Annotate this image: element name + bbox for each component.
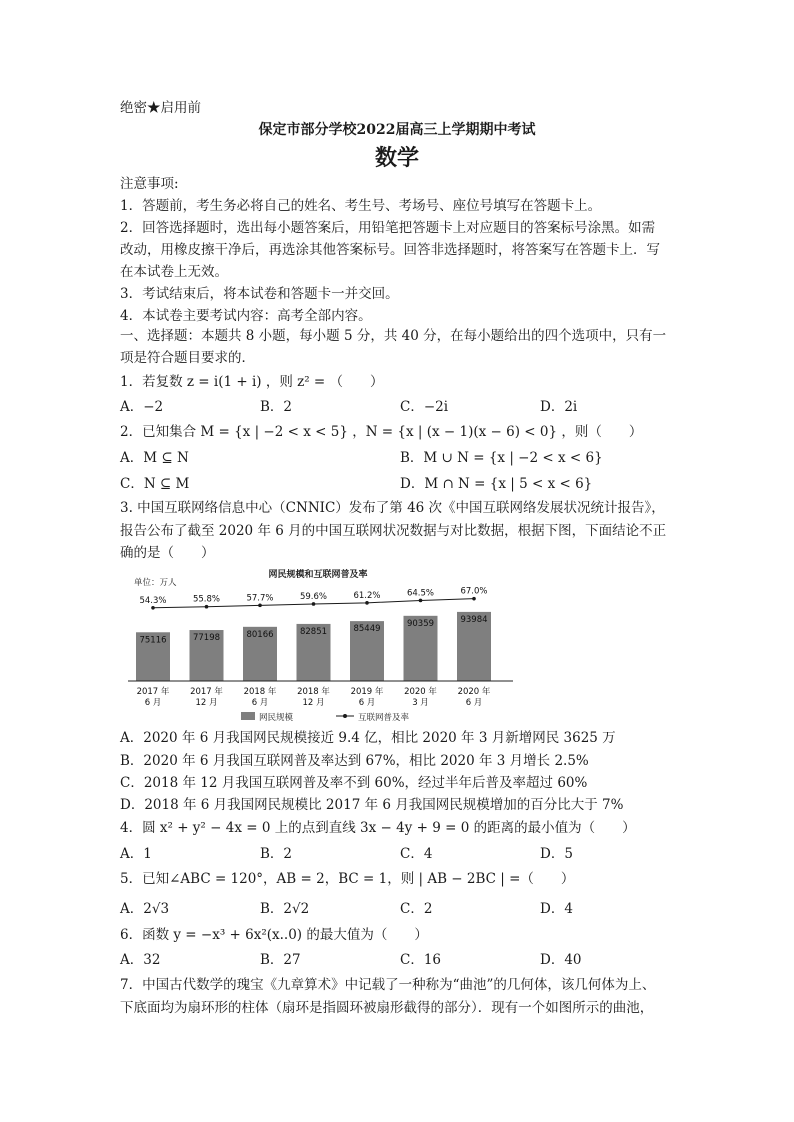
q3-option-a: A．2020 年 6 月我国网民规模接近 9.4 亿，相比 2020 年 3 月新增网民 3625 万 [120,730,616,746]
note-2: 2．回答选择题时，选出每小题答案后，用铅笔把答题卡上对应题目的答案标号涂黑。如需 [120,220,656,236]
q6-option-c: C．16 [400,952,442,968]
q5-option-c: C．2 [400,901,433,917]
legend-bar-swatch [241,712,255,720]
bar-label-3: 82851 [299,626,328,637]
bar-label-5: 90359 [406,618,435,629]
rate-label-4: 61.2% [353,590,381,601]
q2-option-c: C．N ⊆ M [120,476,190,492]
q3-line2: 报告公布了截至 2020 年 6 月的中国互联网状况数据与对比数据，根据下图，下面结论不正 [120,523,667,539]
chart-unit-label: 单位：万人 [134,578,177,588]
q1-option-a: A．−2 [120,399,164,415]
section1-line2: 项是符合题目要求的． [120,350,255,366]
q3-line3: 确的是（ ） [120,545,215,561]
q2-option-b: B．M ∪ N = {x | −2 < x < 6} [400,450,603,466]
chart-title: 网民规模和互联网普及率 [268,570,368,580]
q7-line1: 7．中国古代数学的瑰宝《九章算术》中记载了一种称为“曲池”的几何体，该几何体为上、 [120,977,656,993]
rate-point-6 [472,597,476,601]
q3-option-b: B．2020 年 6 月我国互联网普及率达到 67%，相比 2020 年 3 月增长 2.5% [120,753,589,769]
internet-users-chart [118,566,518,726]
rate-label-2: 57.7% [246,593,274,604]
secret-label: 绝密★启用前 [120,100,201,116]
q4-option-a: A．1 [120,846,152,862]
q6-option-a: A．32 [120,952,161,968]
q6-option-d: D．40 [540,952,582,968]
q4-option-b: B．2 [260,846,293,862]
rate-label-0: 54.3% [139,595,167,606]
section1-line1: 一、选择题：本题共 8 小题，每小题 5 分，共 40 分，在每小题给出的四个选项中，只有一 [120,328,667,344]
rate-label-5: 64.5% [406,588,435,599]
q6-stem: 6．函数 y = −x³ + 6x²(x..0) 的最大值为（ ） [120,927,428,943]
note-3: 3．考试结束后，将本试卷和答题卡一并交回。 [120,286,399,302]
q1-option-d: D．2i [540,399,578,415]
x-tick-year-6: 2020 年 [457,687,491,697]
bar-label-6: 93984 [460,614,488,625]
q5-option-b: B．2√2 [260,901,310,917]
x-tick-month-3: 12 月 [302,698,325,708]
x-tick-year-5: 2020 年 [404,687,437,697]
x-tick-year-2: 2018 年 [243,687,277,697]
rate-point-1 [205,605,209,609]
q4-option-d: D．5 [540,846,573,862]
q1-option-b: B．2 [260,399,293,415]
note-2-cont: 改动，用橡皮擦干净后，再选涂其他答案标号。回答非选择题时，将答案写在答题卡上．写 [120,242,660,258]
legend-line-label: 互联网普及率 [358,713,410,723]
bar-label-0: 75116 [139,635,167,646]
rate-point-4 [365,601,369,605]
rate-point-0 [151,606,155,610]
subject-title: 数学 [374,145,419,171]
x-tick-month-2: 6 月 [251,698,269,708]
x-tick-month-6: 6 月 [465,698,483,708]
note-2-end: 在本试卷上无效。 [120,264,228,280]
rate-point-2 [258,604,262,608]
x-tick-month-4: 6 月 [358,698,376,708]
q6-option-b: B．27 [260,952,301,968]
legend-line-marker [343,714,347,718]
legend-bar-label: 网民规模 [259,713,294,723]
notes-heading: 注意事项: [120,176,179,192]
q2-option-d: D．M ∩ N = {x | 5 < x < 6} [400,476,593,492]
bar-label-1: 77198 [192,633,221,644]
q3-line1: 3. 中国互联网络信息中心（CNNIC）发布了第 46 次《中国互联网络发展状况统计报告》， [120,500,665,516]
q4-stem: 4．圆 x² + y² − 4x = 0 上的点到直线 3x − 4y + 9 = 0 的距离的最小值为（ ） [120,820,636,836]
x-tick-year-0: 2017 年 [136,687,170,697]
x-tick-month-5: 3 月 [412,698,429,708]
rate-label-1: 55.8% [192,594,221,605]
q1-stem: 1．若复数 z = i(1 + i) ，则 z² = （ ） [120,374,384,390]
x-tick-year-4: 2019 年 [350,687,384,697]
x-tick-month-1: 12 月 [195,698,218,708]
q4-option-c: C．4 [400,846,433,862]
rate-label-6: 67.0% [460,586,488,597]
x-tick-year-3: 2018 年 [297,687,330,697]
q1-option-c: C．−2i [400,399,449,415]
rate-point-3 [312,602,316,606]
rate-label-3: 59.6% [299,591,328,602]
x-tick-month-0: 6 月 [144,698,162,708]
exam-title: 保定市部分学校2022届高三上学期期中考试 [258,122,536,138]
x-tick-year-1: 2017 年 [190,687,223,697]
bar-label-2: 80166 [246,629,274,640]
q3-option-c: C．2018 年 12 月我国互联网普及率不到 60%，经过半年后普及率超过 60% [120,775,588,791]
q3-option-d: D．2018 年 6 月我国网民规模比 2017 年 6 月我国网民规模增加的百分比大于 7% [120,797,624,813]
note-4: 4．本试卷主要考试内容：高考全部内容。 [120,308,372,324]
q5-stem: 5．已知∠ABC = 120°，AB = 2，BC = 1，则 | AB − 2BC | =（ ） [120,871,575,887]
q2-option-a: A．M ⊆ N [120,450,189,466]
note-1: 1．答题前，考生务必将自己的姓名、考生号、考场号、座位号填写在答题卡上。 [120,198,602,214]
q7-line2: 下底面均为扇环形的柱体（扇环是指圆环被扇形截得的部分）．现有一个如图所示的曲池， [120,1000,654,1016]
q5-option-a: A．2√3 [120,901,170,917]
rate-point-5 [419,599,423,603]
q2-stem: 2．已知集合 M = {x | −2 < x < 5} ，N = {x | (x − 1)(x − 6) < 0} ，则（ ） [120,424,643,440]
bar-label-4: 85449 [353,624,381,635]
q5-option-d: D．4 [540,901,573,917]
